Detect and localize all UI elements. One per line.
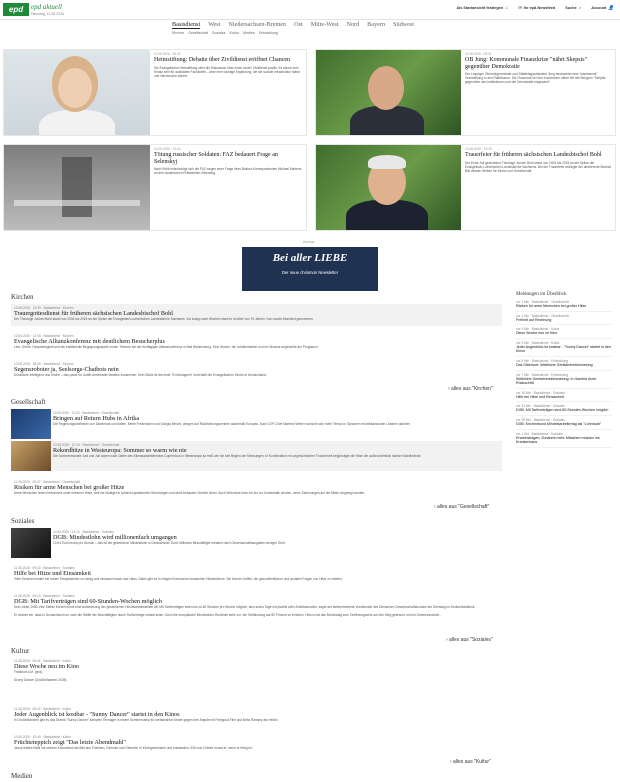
hero-image-faz [4,145,150,230]
thumbnail-image [11,441,51,471]
newsfeed-link[interactable]: ✉ Ihr epd-Newsfeed [517,5,556,11]
ad-label: Anzeige [303,240,315,244]
subnav-gesellschaft[interactable]: Gesellschaft [188,31,208,35]
list-item[interactable]: 11.08.2026 · 06:44 · Basisdienst · Kultur Diese Woche neu im Kino Frankfurt a.M. (epd). Sunny Dancer (Großbritannien 2026) [14,659,80,683]
thumbnail-image [11,409,51,439]
list-item[interactable]: 10.08.2026 · 11:30 · Basisdienst · Gesellschaft Bringen auf Return Hubs in Afrika Die Regierungschefinnen von Dänemark und Italien, Mette Frederiksen und Giorgia Meloni, dringen auf Rückführungszentren außerhalb Europas. Auch CVP-Chef Manfred Weber wünscht sich mehr Tempo in Sprachen mit afrikanischen Ländern darüber. [11,409,502,439]
home-icon: ⌂ [505,5,508,10]
news-overview-sidebar [516,292,612,450]
feed-icon: ✉ [517,5,522,10]
hero-title[interactable]: Heimstiftung: Debatte über Zivildienst eröffnet Chancen [154,57,291,63]
sidebar-item[interactable]: vor 1 Min · Basisdienst · Gesellschaft Risiken für arme Menschen bei großer Hitze [516,300,612,312]
ad-subline: Der neue chrismon Newsletter [281,270,339,275]
subnav-entwicklung[interactable]: Entwicklung [258,31,278,35]
list-item[interactable]: 10.08.2026 · 13:14 · Basisdienst · Soziales DGB: Mindestlohn wird millionenfach umgangen 13,94 Euro brutto pro Stunde – das ist der gesetzliche Mindestlohn in Deutschland. Doch Millionen Beschäftigte erhalten nach Gewerkschaftsangaben weniger Geld. [11,528,502,558]
thumbnail-image [11,528,51,558]
nav-mitte-west[interactable]: Mitte-West [310,21,339,28]
section-title-gesellschaft: Gesellschaft [11,398,46,406]
list-item[interactable]: 10.08.2026 · 15:49 · Basisdienst · Kultur Früchteteppich zeigt "Das letzte Abendmahl" Jesus letztes Mahl vor seinem Kreuzestod als Bild aus Früchten, Gemüse und Getreide: In Kirchgemeinden und entstanden, 430 mal 4 Meter musst er, wenn er fertig ist. [14,735,253,750]
account-link[interactable]: Account 👤 [591,5,614,11]
list-item[interactable]: 10.08.2026 · 12:08 · Basisdienst · Kirchen Evangelische Allianzkonferenz mit deutlichem Besucherplus Lied, Gebet, Gesprächigkeit und die traditionelle Begegnungsstadt: immer Themen bei der fünftägigen Allianzkonferenz in Bad Blankenburg. Eine Woche, die Jubiläumsfeier und ein Musical angesichts der Programm. [14,334,319,349]
hero-meta: 10.08.2026 · 19:41 [154,147,181,151]
list-item[interactable]: 11.08.2026 · 09:47 · Basisdienst · Gesellschaft Risiken für arme Menschen bei großer Hitze Arme Menschen leiden besonders unter extremer Hitze, weil sie häufiger in schlecht gedämmten Wohnungen und dicht bebauten Vierteln leben. Auch Wohnlose kann für sie zur Kostenfalle werden, wenn Sanierungen auf die Miete umgelegt werden. [14,480,366,495]
subnav-kultur[interactable]: Kultur [229,31,239,35]
hero-teaser: Der Ende Juli gestorbene Theologe Jochen Bohl stand von 2004 bis 2015 an der Spitze der Evangelisch-Lutherischen Landeskirche Sachsens. Bei der Trauerfeier würdigte der amtierende Bischof Bilz dessen Wirken für Kirche und Gesellschaft. [465,160,611,173]
sidebar-item[interactable]: vor 1 Min · Basisdienst · Gesellschaft Freiheit auf Rechnung [516,314,612,326]
hero-meta: 10.08.2026 · 13:39 [465,147,492,151]
sidebar-item[interactable]: vor 4 Min · Basisdienst · Kultur Diese Woche neu im Kino [516,327,612,339]
sidebar-item[interactable]: vor 39 Min · Basisdienst · Soziales DGB: Kirchenbund Mindestarbeitertag als "Lohnraub" [516,418,612,430]
sidebar-item[interactable]: vor 5 Min · Basisdienst · Entwicklung Das Stichwort: Weibliche Genitalverstümmelung [516,359,612,371]
section-title-kultur: Kultur [11,647,30,655]
list-item[interactable]: 11.08.2026 · 09:22 · Basisdienst · Soziales Hilfe bei Hitze und Einsamkeit Viele Senioren leiden bei hohen Temperaturen zu wenig und verlassen kaum das Haus. Dabei gibt es in einigen Kommunen inzwischen Hitzetelefone. Sie können helfen, die gesundheitlichen und sozialen Folgen von Hitze zu mildern. [14,566,343,581]
sidebar-title: Meldungen im Überblick [516,292,567,297]
hero-card-heimstiftung[interactable] [3,49,307,136]
utility-links [456,6,614,11]
set-startpage-link[interactable]: Als Startansicht festlegen ⌂ [456,5,508,11]
sub-nav [172,31,278,35]
list-item[interactable]: 11.08.2026 · 06:42 · Basisdienst · Kultur Jeder Augenblick ist kostbar - "Sunny Dancer" startet in den Kinos In Großbritannien gibt es das Drama "Sunny Dancer" kämpfen Teenager in einem Sommercamp für krebskranke Kinder gegen ihre Ängste mit Feelgood-Film und Bella Ramsey als Heldin. [14,707,279,722]
list-item[interactable]: 10.08.2026 · 10:16 · Basisdienst · Gesellschaft Rekordhitze in Westeuropa: Sommer so warm wie nie Die Sommermonate Juni und Juli waren nach Daten des Klimawandeldienstes Copernicus in Westeuropa so heiß wie nie seit Beginn der Messungen. In Kombination mit ungewöhnlicher Trockenheit begünstigte die Hitze die außerordentlich starken Waldbrände. [11,441,502,471]
subnav-medien[interactable]: Medien [242,31,255,35]
epd-logo[interactable]: epd [3,3,29,16]
list-item[interactable]: 10.08.2026 · 08:55 · Basisdienst · Kirchen Segensroboter ja, Seelsorge-Chatbots nein Künstliche Intelligenz und Kirche – das passt für Judith Armbruster bestens zusammen. Kein Stück ist die erste "KI-Managerin" innerhalb der Evangelischen Kirche in Deutschland. [14,362,267,377]
nav-nord[interactable]: Nord [346,21,360,28]
hero-title[interactable]: OB Jung: Kommunale Finanzkrise "nährt Skepsis" gegenüber Demokratie [465,57,588,70]
hero-image-man-green [316,50,461,135]
top-bar [0,0,620,20]
ad-headline: Bei aller LIEBE [272,252,348,264]
list-item[interactable]: 10.08.2026 · 13:39 · Basisdienst · Kirchen Trauergottesdienst für früheren sächsischen Landesbischof Bohl Der Theologe Jochen Bohl stand von 2004 bis 2015 an der Spitze der Evangelisch-Lutherischen Landeskirche Sachsens. Vor knapp zwei Wochen starb er im Alter von 76 Jahren. Nun wurde Abschied genommen. [11,304,502,326]
hero-teaser: Die Evangelische Heimstiftung sieht die Diskussion über einen neuen Zivildienst positiv. Es könne kein Ersatz sein für ausbildete Fachkräfte – aber eine wichtige Ergänzung, die die soziale Infrastruktur stärkt und Nachwuchs sichert. [154,65,300,78]
hero-card-bohl[interactable] [315,144,616,231]
user-icon: 👤 [608,5,614,10]
search-link[interactable]: Suche ⌕ [565,5,582,11]
section-title-medien: Medien [11,772,33,780]
header-date: Dienstag, 11.08.2026 [31,12,65,16]
brand-title: epd aktuell [31,3,62,11]
chrismon-newsletter-ad[interactable] [242,247,378,291]
hero-meta: 11.08.2026 · 05:42 [154,52,181,56]
nav-basisdienst[interactable]: Basisdienst [172,21,201,28]
hero-image-woman [4,50,150,135]
hero-card-ob-jung[interactable] [315,49,616,136]
sidebar-item[interactable]: vor 1 Std · Basisdienst · Soziales Erwerbstragen: Zunahmt mehr Mädchen müssen ins Krankenhaus [516,432,612,448]
section-title-soziales: Soziales [11,517,35,525]
list-item[interactable]: 11.08.2026 · 09:19 · Basisdienst · Soziales DGB: Mit Tarifverträgen sind 60-Stunden-Wochen möglich Kein Jurist, DGB-Vize Stefan Körzell erinnt eine Aufweichung der gesetzlichen Höchstarbeitszeiten ab. Mit Tarifverträgen seien bis zu 60 Stunden pro Woche möglich, also sechs Tage mit jeweils zehn Arbeitsstunden, sagte der stellvertretende Vorsitzende des Deutschen Gewerkschaftsbundes am Dienstag im Deutschlandfunk. Er räumte ein, dass in Deutschland nur noch die Hälfte der Beschäftigten durch Tarifverträge erfasst seien. Doch die europäische Mindestlohn-Richtlinie sehe vor, die Tarifbindung auf 80 Prozent zu erhöhen. Hierzu hat das Bundestag zum Tariftreuegesetz auf den Weg gebracht, mit ein Gesetzesschaft... [14,594,476,618]
subnav-soziales[interactable]: Soziales [211,31,226,35]
hero-teaser: Der Leipziger Oberbürgermeister und Städtetagspräsident Jung beobachtet eine "wachsende" Verzweiflung in den Rathäusern. Die Finanznot bei den Kommunen nähre bei den Bürgern "Skepsis gegenüber den Institutionen und der Demokratie insgesamt". [465,72,606,85]
nav-suedwest[interactable]: Südwest [393,21,415,28]
sidebar-item[interactable]: vor 4 Min · Basisdienst · Kultur Jeder Augenblick ist kostbar - "Sunny Dancer" startet in den Kinos [516,341,612,357]
more-gesellschaft-link[interactable]: › alles aus "Gesellschaft" [434,504,490,510]
hero-meta: 11.08.2026 · 09:31 [465,52,492,56]
section-title-kirchen: Kirchen [11,293,34,301]
sidebar-item[interactable]: vor 18 Min · Basisdienst · Soziales Hilfe bei Hitze und Einsamkeit [516,391,612,403]
nav-bayern[interactable]: Bayern [367,21,386,28]
search-icon: ⌕ [578,5,582,10]
subnav-kirchen[interactable]: Kirchen [172,31,185,35]
sidebar-item[interactable]: vor 34 Min · Basisdienst · Soziales DGB: Mit Tarifverträgen sind 60-Stunden-Wochen möglich [516,404,612,416]
nav-niedersachsen-bremen[interactable]: Niedersachsen-Bremen [228,21,287,28]
hero-title[interactable]: Trauerfeier für früheren sächsischen Landesbischof Bohl [465,152,602,158]
hero-teaser: Nach Kritik entschuldigt sich die FAZ wegen einer Frage ihres Balkan-Korrespondenten Michael Martens an den ukrainischen Präsidenten Selenskyj. [154,167,302,176]
hero-card-faz[interactable] [3,144,307,231]
sidebar-item[interactable]: vor 7 Min · Basisdienst · Entwicklung Weibliche Genitalverstümmelung: In Gambia droht Rückschritt [516,373,612,389]
hero-title[interactable]: Tötung russischer Soldaten: FAZ bedauert Frage an Selenskyj [154,152,278,165]
more-soziales-link[interactable]: › alles aus "Soziales" [446,637,493,643]
nav-west[interactable]: West [208,21,221,28]
nav-ost[interactable]: Ost [294,21,303,28]
more-kultur-link[interactable]: › alles aus "Kultur" [450,759,491,765]
main-nav [172,21,414,29]
hero-image-bohl [316,145,461,230]
more-kirchen-link[interactable]: › alles aus "Kirchen" [448,386,493,392]
